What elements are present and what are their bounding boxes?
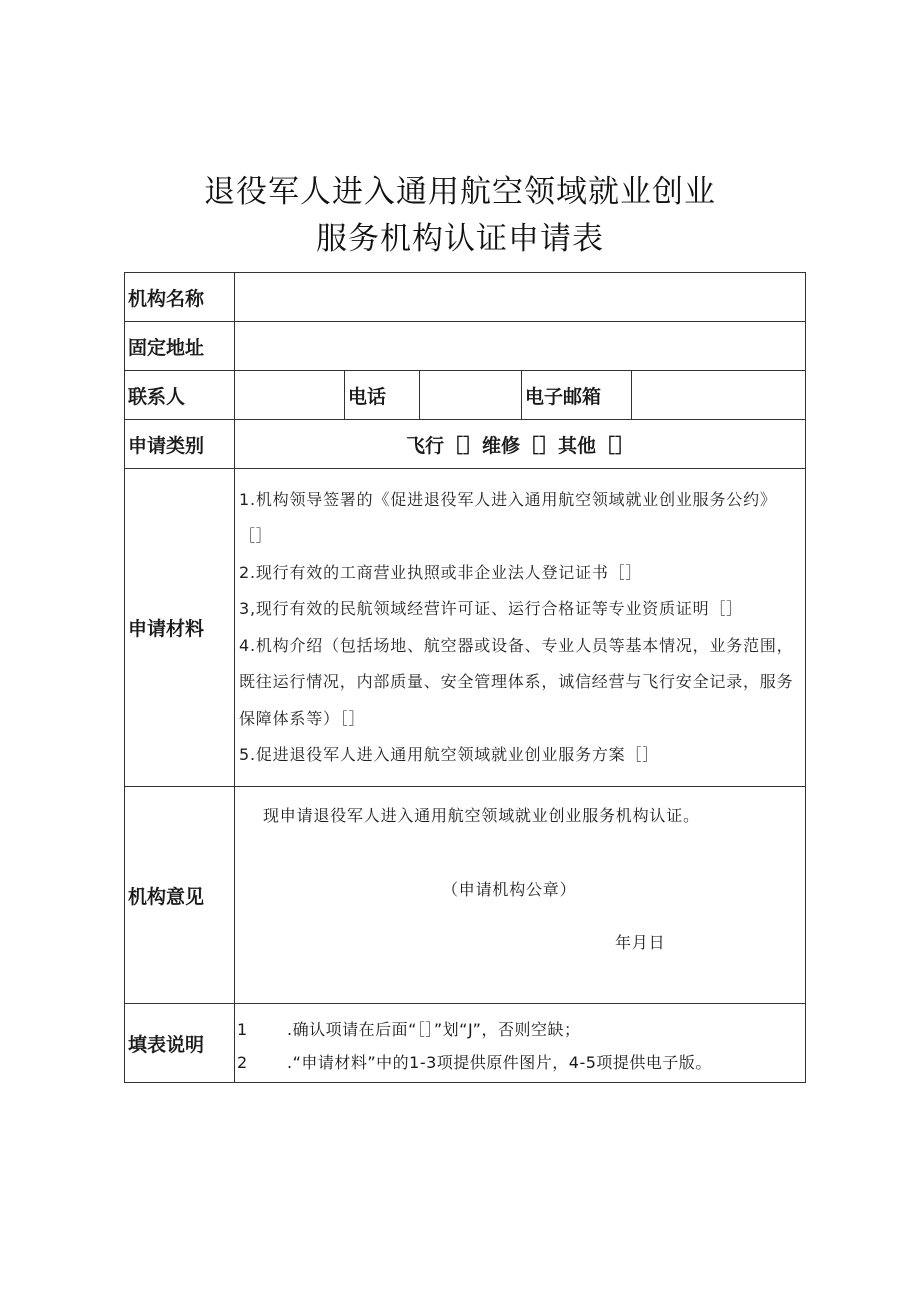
opinion-text: 现申请退役军人进入通用航空领域就业创业服务机构认证。 <box>263 806 700 825</box>
opinion-content <box>235 787 806 1004</box>
opinion-date: 年月日 <box>615 933 666 952</box>
material-item: 5.促进退役军人进入通用航空领域就业创业服务方案［］ <box>239 745 660 764</box>
email-field[interactable] <box>632 371 806 420</box>
address-field[interactable] <box>235 322 806 371</box>
note-number: 1 <box>237 1020 248 1039</box>
application-form-table <box>124 272 806 1083</box>
row-contact <box>125 371 806 420</box>
opinion-label: 机构意见 <box>125 787 235 1004</box>
material-item: 2.现行有效的工商营业执照或非企业法人登记证书［］ <box>239 562 643 582</box>
form-title-line2: 服务机构认证申请表 <box>316 221 604 257</box>
org-name-field[interactable] <box>235 273 806 322</box>
materials-label: 申请材料 <box>125 469 235 787</box>
material-item-checkbox[interactable]: ［］ <box>239 526 273 545</box>
org-name-label: 机构名称 <box>125 273 235 322</box>
note-line <box>235 1046 805 1079</box>
phone-field[interactable] <box>420 371 522 420</box>
contact-label: 联系人 <box>125 371 235 420</box>
contact-field[interactable] <box>235 371 345 420</box>
materials-list <box>235 469 806 787</box>
category-label: 申请类别 <box>125 420 235 469</box>
notes-label: 填表说明 <box>125 1004 235 1083</box>
note-text: .“申请材料”中的1-3项提供原件图片，4-5项提供电子版。 <box>287 1053 712 1072</box>
note-text: .确认项请在后面“［］”划“J”，否则空缺； <box>287 1020 581 1039</box>
row-category <box>125 420 806 469</box>
phone-label: 电话 <box>345 371 420 420</box>
note-line <box>235 1013 805 1046</box>
note-number: 2 <box>237 1053 248 1072</box>
row-address <box>125 322 806 371</box>
row-opinion <box>125 787 806 1004</box>
opinion-seal: （申请机构公章） <box>442 880 577 899</box>
row-materials <box>125 469 806 787</box>
notes-content <box>235 1004 806 1083</box>
address-label: 固定地址 <box>125 322 235 371</box>
material-item: 3,现行有效的民航领域经营许可证、运行合格证等专业资质证明［］ <box>239 599 744 618</box>
row-notes <box>125 1004 806 1083</box>
form-title-line1: 退役军人进入通用航空领域就业创业 <box>204 174 716 210</box>
material-item: 1.机构领导签署的《促进退役军人进入通用航空领域就业创业服务公约》 <box>239 489 777 509</box>
row-org-name <box>125 273 806 322</box>
email-label: 电子邮箱 <box>522 371 632 420</box>
category-options[interactable]: 飞行［］维修［］其他［］ <box>235 420 806 469</box>
material-item: 4.机构介绍（包括场地、航空器或设备、专业人员等基本情况，业务范围，既往运行情况，内部质量、安全管理体系，诚信经营与飞行安全记录，服务保障体系等）［］ <box>239 635 794 728</box>
